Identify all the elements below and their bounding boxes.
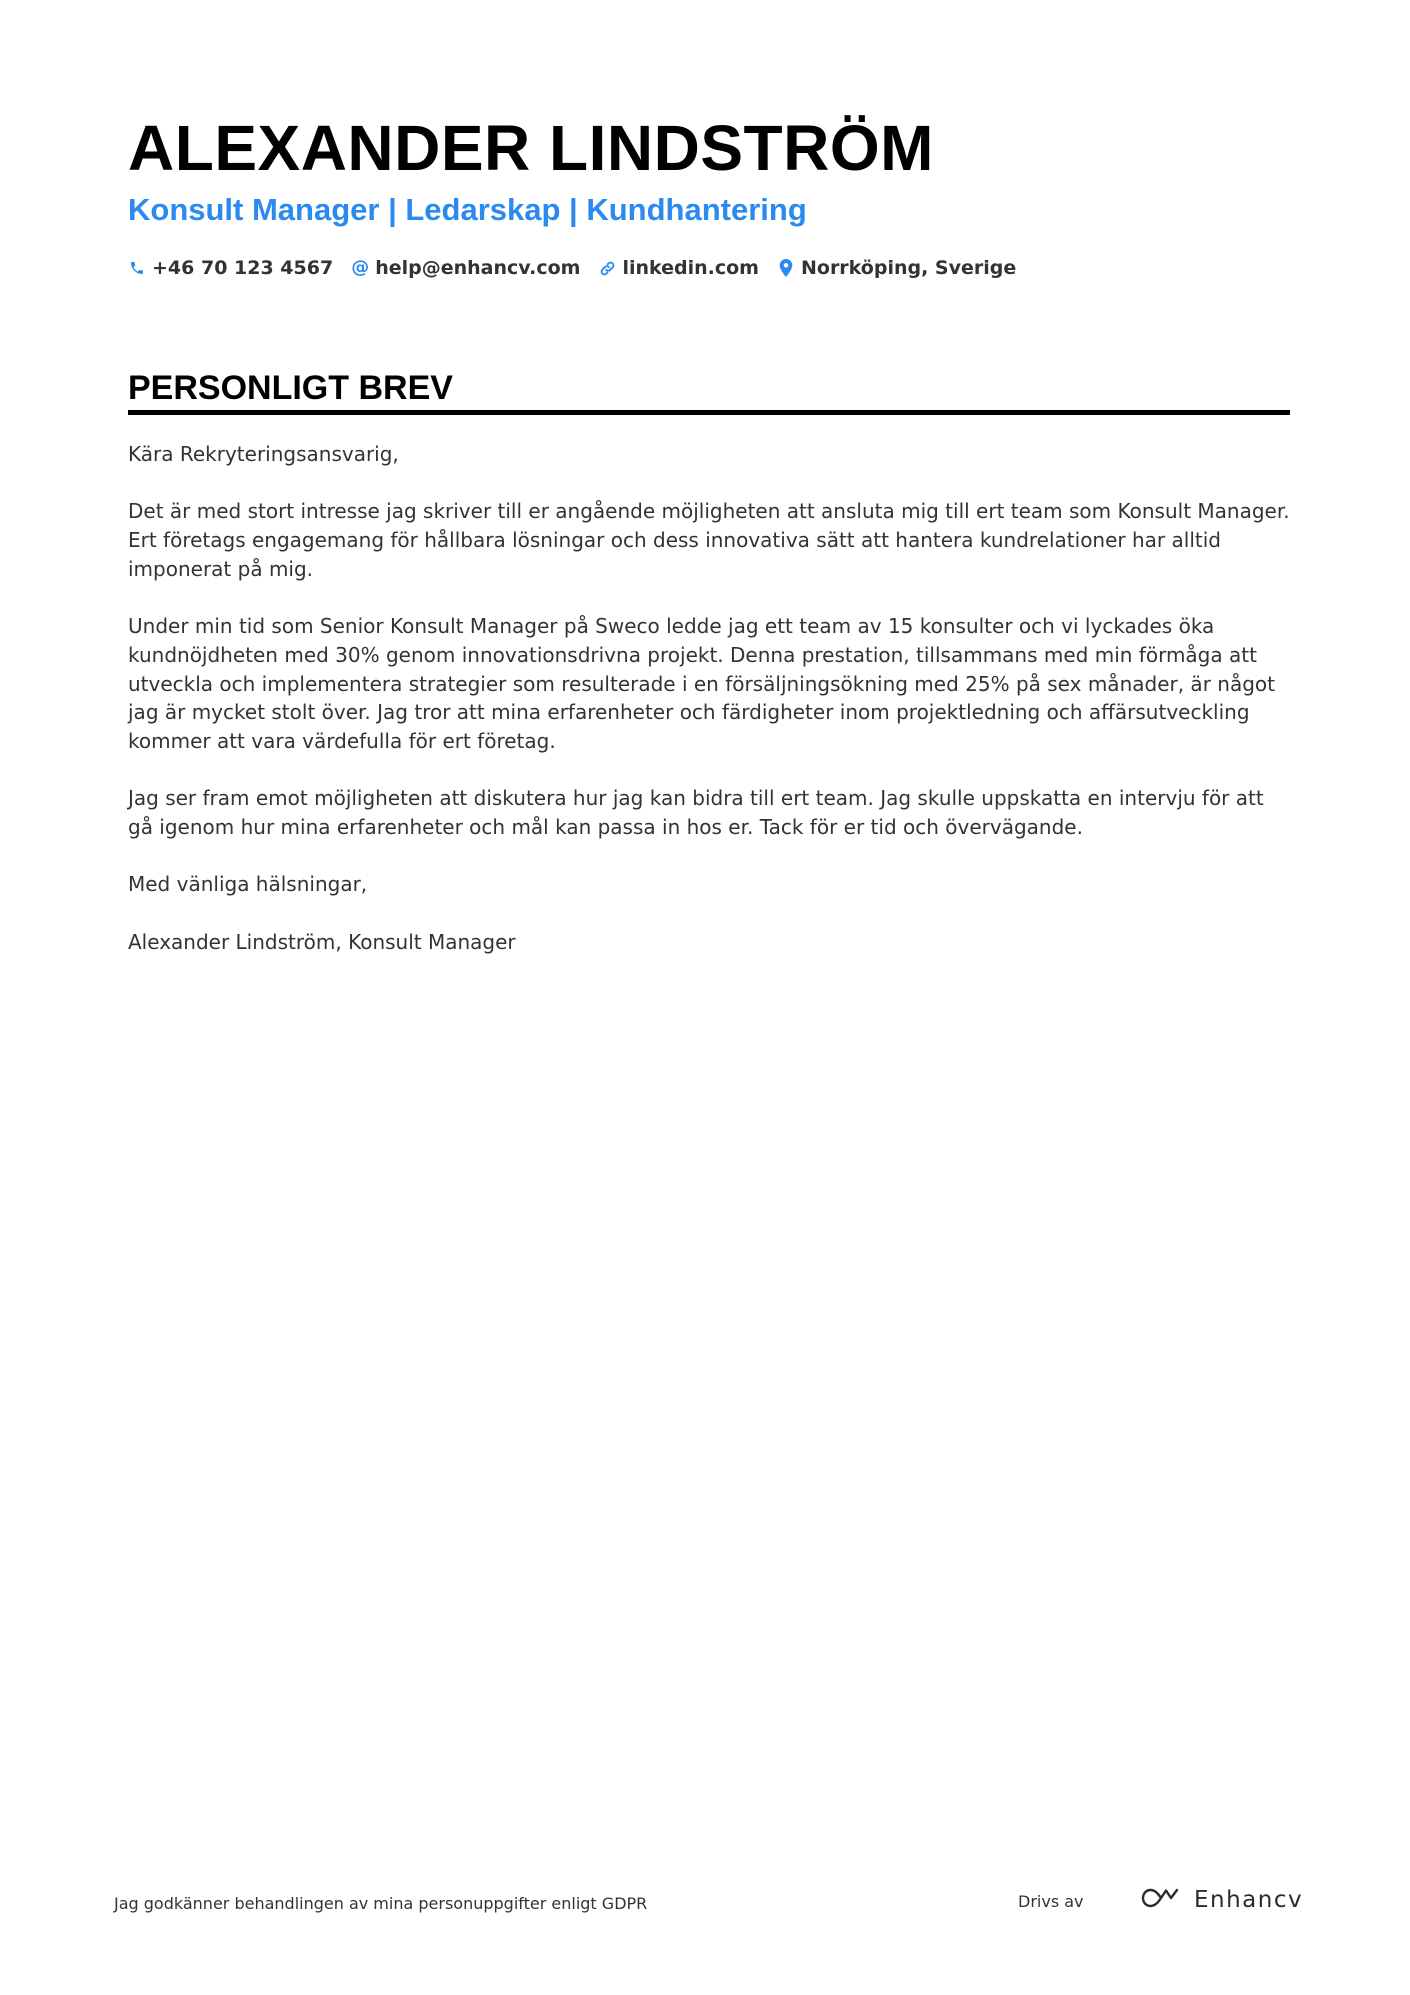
link-icon [598, 259, 616, 277]
location-pin-icon [777, 259, 795, 277]
powered-by-label: Drivs av [1018, 1892, 1084, 1911]
phone-icon [128, 259, 146, 277]
email-text: help@enhancv.com [375, 257, 581, 279]
contact-email[interactable] [351, 257, 580, 279]
letter-paragraph: Under min tid som Senior Konsult Manager på Sweco ledde jag ett team av 15 konsulter och vi lyckades öka kundnöjdheten med 30% genom innovationsdrivna projekt. Denna prestation, tillsammans med min förmåga att utveckla och implementera strategier som resulterade i en försäljningsökning med 25% på sex månader, är något jag är mycket stolt över. Jag tror att mina erfarenheter och färdigheter inom projektledning och affärsutveckling kommer att vara värdefulla för ert företag. [128, 614, 1275, 753]
contact-phone[interactable] [128, 257, 333, 279]
contact-row [128, 254, 1034, 282]
letter-greeting: Kära Rekryteringsansvarig, [128, 442, 399, 466]
contact-location [777, 257, 1016, 279]
letter-closing: Med vänliga hälsningar, [128, 872, 368, 897]
gdpr-consent: Jag godkänner behandlingen av mina personuppgifter enligt GDPR [114, 1894, 648, 1913]
phone-text: +46 70 123 4567 [152, 257, 334, 279]
section-divider [128, 410, 1290, 415]
at-icon: @ [351, 257, 370, 278]
infinity-logo-icon [1138, 1886, 1184, 1914]
enhancv-logo[interactable] [1138, 1886, 1303, 1914]
candidate-tagline: Konsult Manager | Ledarskap | Kundhantering [128, 192, 807, 227]
letter-paragraph: Det är med stort intresse jag skriver till er angående möjligheten att ansluta mig till ert team som Konsult Manager. Ert företags engagemang för hållbara lösningar och dess innovativa sätt att hantera kundrelationer har alltid imponerat på mig. [128, 499, 1290, 581]
contact-linkedin[interactable] [598, 257, 759, 279]
location-text: Norrköping, Sverige [800, 257, 1017, 279]
letter-signature: Alexander Lindström, Konsult Manager [128, 929, 516, 954]
candidate-name: ALEXANDER LINDSTRÖM [128, 112, 934, 184]
letter-paragraph: Jag ser fram emot möjligheten att diskutera hur jag kan bidra till ert team. Jag skulle uppskatta en intervju för att gå igenom hur mina erfarenheter och mål kan passa in hos er. Tack för er tid och övervägande. [128, 786, 1264, 840]
linkedin-text: linkedin.com [622, 257, 759, 279]
section-title: PERSONLIGT BREV [128, 369, 453, 407]
letter-body [128, 440, 1293, 985]
brand-wordmark: Enhancv [1194, 1887, 1304, 1913]
